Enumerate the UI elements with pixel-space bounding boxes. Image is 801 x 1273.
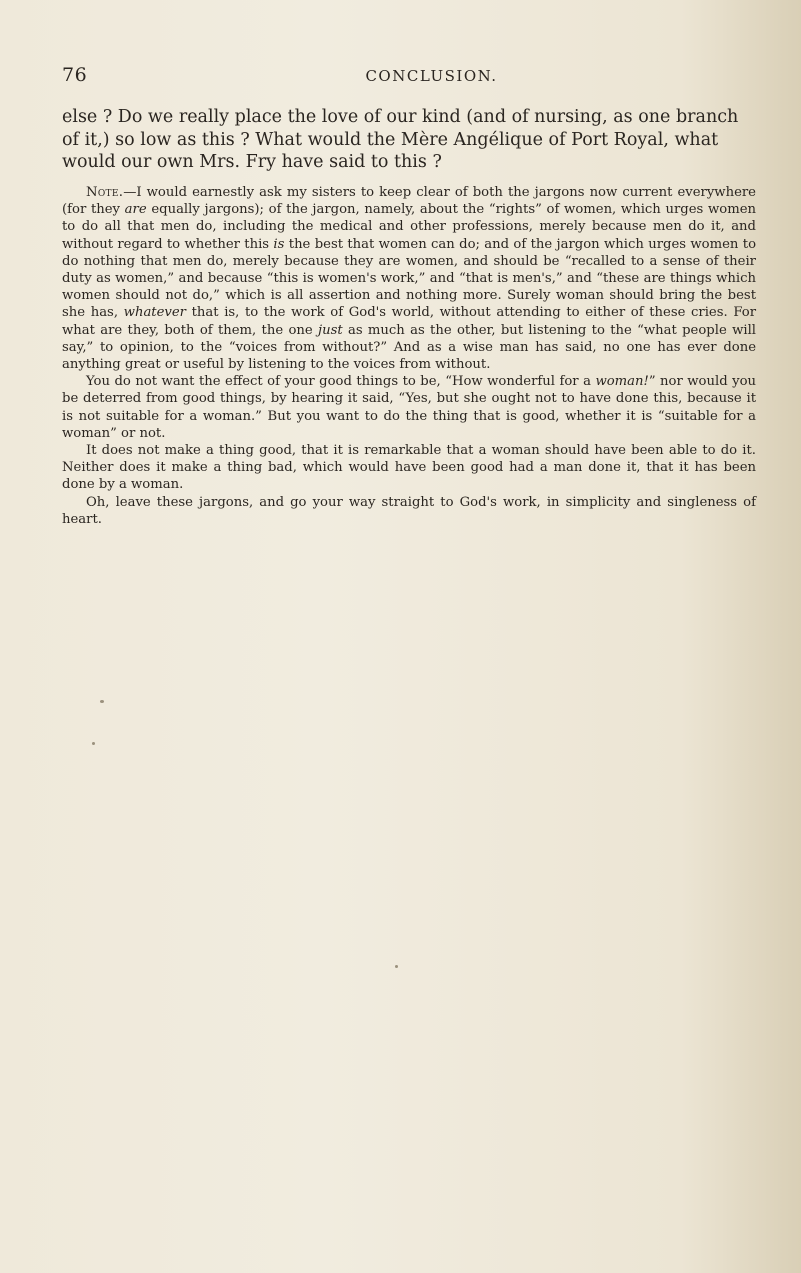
note-paragraph-2 bbox=[62, 373, 756, 442]
note-emphasis: woman! bbox=[595, 374, 649, 390]
page-header bbox=[62, 64, 761, 88]
note-emphasis: whatever bbox=[123, 305, 186, 321]
note-emphasis: is bbox=[273, 236, 285, 252]
note-text: the best that women can do; and of the jargon which urges women to do nothing that men do, merely because they are women, and should be “recalled to a sense of their duty as women,” and because “this is women's work,” and “that is men's,” and “these are things which women should not do,” which is all assertion and nothing more. Surely woman should bring the best she has, bbox=[62, 236, 757, 321]
note-paragraph-3: It does not make a thing good, that it is remarkable that a woman should have been able to do it. Neither does it make a thing bad, which would have been good had a man done it, that it has been done by a woman. bbox=[62, 443, 756, 493]
footnote bbox=[62, 184, 756, 528]
main-paragraph: else ? Do we really place the love of our kind (and of nursing, as one branch of it,) so low as this ? What would the Mère Angélique of Port Royal, what would our own Mrs. Fry have said to this ? bbox=[62, 107, 739, 172]
note-text: You do not want the effect of your good things to be, “How wonderful for a bbox=[86, 374, 596, 390]
note-emphasis: are bbox=[124, 202, 147, 218]
running-head: CONCLUSION. bbox=[365, 67, 498, 85]
note-text: equally jargons); of the jargon, namely, about the “rights” of women, which urges women to do all that men do, including the medical and other professions, merely because men do it, and without regard to whether this bbox=[62, 202, 756, 252]
note-paragraph-4: Oh, leave these jargons, and go your way straight to God's work, in simplicity and singleness of heart. bbox=[62, 494, 756, 527]
note-text: as much as the other, but listening to the “what people will say,” to opinion, to the “voices from without?” And as a wise man has said, no one has ever done anything great or useful by listening to the voices from without. bbox=[62, 322, 757, 373]
note-text: —I would earnestly ask my sisters to keep clear of both the jargons now current everywhere (for they bbox=[62, 185, 756, 218]
note-label: Note. bbox=[86, 185, 124, 200]
note-emphasis: just bbox=[318, 322, 343, 338]
note-text: ” nor would you be deterred from good things, by hearing it said, “Yes, but she ought not to have done this, because it is not suitable for a woman.” But you want to do the thing that is good, whether it is “suitable for a woman” or not. bbox=[62, 374, 757, 441]
paper-speck bbox=[395, 965, 398, 968]
page-number: 76 bbox=[62, 64, 88, 86]
paper-speck bbox=[92, 742, 95, 745]
note-paragraph-1 bbox=[62, 184, 756, 373]
note-text: that is, to the work of God's world, without attending to either of these cries. For what are they, both of them, the one bbox=[62, 305, 757, 338]
paper-speck bbox=[100, 700, 104, 703]
